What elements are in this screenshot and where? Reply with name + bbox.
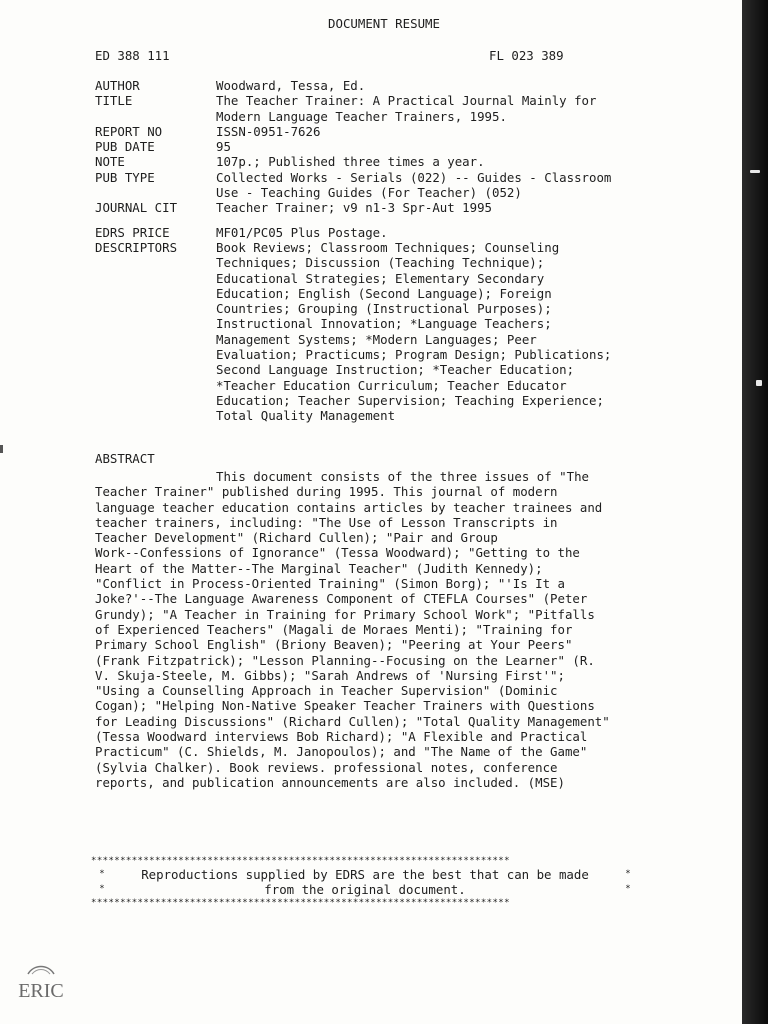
field-label: PUB DATE — [95, 139, 155, 155]
field-label: NOTE — [95, 154, 125, 170]
asterisk-icon: * — [625, 884, 631, 894]
scan-margin-mark — [0, 445, 3, 453]
field-pub-type — [95, 170, 655, 201]
notice-border-bottom: ************************************************************************ — [91, 898, 510, 908]
notice-border-top: ************************************************************************ — [91, 856, 510, 866]
ed-number: ED 388 111 — [95, 48, 170, 63]
scan-speck — [756, 380, 762, 386]
metadata-fields — [95, 78, 655, 424]
field-title — [95, 93, 655, 124]
field-author — [95, 78, 655, 93]
abstract-text: This document consists of the three issues of "The Teacher Trainer" published during 1995. This journal of modern language teacher education contains articles by teacher trainees and teacher trainers, including: "The Use of Lesson Transcripts in Teacher Development" (Richard Cullen); "Pair and Group Work--Confessions of Ignorance" (Tessa Woodward); "Getting to the Heart of the Matter--The Marginal Teacher" (Judith Kennedy); "Conflict in Process-Oriented Training" (Simon Borg); "'Is It a Joke?'--The Language Awareness Component of CTEFLA Courses" (Peter Grundy); "A Teacher in Training for Primary School Work"; "Pitfalls of Experienced Teachers" (Magali de Moraes Menti); "Training for Primary School English" (Briony Beaven); "Peering at Your Peers" (Frank Fitzpatrick); "Lesson Planning--Focusing on the Learner" (R. V. Skuja-Steele, M. Gibbs); "Sarah Andrews of 'Nursing First'"; "Using a Counselling Approach in Teacher Supervision" (Dominic Cogan); "Helping Non-Native Speaker Teacher Trainers with Questions for Leading Discussions" (Richard Cullen); "Total Quality Management" (Tessa Woodward interviews Bob Richard); "A Flexible and Practical Practicum" (C. Shields, M. Janopoulos); and "The Name of the Game" (Sylvia Chalker). Book reviews. professional notes, conference reports, and publication announcements are also included. (MSE) — [95, 469, 610, 790]
document-title: DOCUMENT RESUME — [328, 16, 440, 31]
abstract-label: ABSTRACT — [95, 451, 155, 466]
field-label: DESCRIPTORS — [95, 239, 178, 255]
field-value: Woodward, Tessa, Ed. — [216, 78, 366, 93]
field-report-no — [95, 124, 655, 139]
field-label: PUB TYPE — [95, 169, 155, 185]
field-value: ISSN-0951-7626 — [216, 123, 321, 139]
field-value: MF01/PC05 Plus Postage. — [216, 224, 388, 240]
notice-line — [91, 882, 639, 897]
notice-text: from the original document. — [264, 882, 466, 897]
field-value: The Teacher Trainer: A Practical Journal Mainly for Modern Language Teacher Trainers, 1995. — [216, 93, 597, 124]
field-label: EDRS PRICE — [95, 224, 170, 240]
fl-number: FL 023 389 — [489, 48, 564, 63]
asterisk-icon: * — [99, 884, 105, 894]
field-spacer — [95, 216, 655, 225]
eric-logo-text: ERIC — [18, 980, 64, 1002]
field-label: REPORT NO — [95, 123, 163, 139]
field-value: Collected Works - Serials (022) -- Guides - Classroom Use - Teaching Guides (For Teacher) (052) — [216, 169, 612, 201]
notice-text: Reproductions supplied by EDRS are the best that can be made — [141, 867, 589, 882]
scan-edge-shadow — [742, 0, 768, 1024]
field-value: 95 — [216, 139, 231, 155]
eric-logo-icon — [14, 962, 68, 1008]
field-edrs-price — [95, 225, 655, 240]
scan-speck — [750, 170, 760, 173]
field-label: AUTHOR — [95, 78, 140, 93]
field-descriptors — [95, 240, 655, 424]
notice-line — [91, 867, 639, 882]
field-label: JOURNAL CIT — [95, 200, 178, 216]
asterisk-icon: * — [99, 869, 105, 879]
field-value: Book Reviews; Classroom Techniques; Counseling Techniques; Discussion (Teaching Technique); Educational Strategies; Elementary Secondary Education; English (Second Language); Foreign Countries; Grouping (Instructional Purposes); Instructional Innovation; *Language Teachers; Management Systems; *Modern Languages; Peer Evaluation; Practicums; Program Design; Publications; Second Language Instruction; *Teacher Education; *Teacher Education Curriculum; Teacher Educator Education; Teacher Supervision; Teaching Experience; Total Quality Management — [216, 239, 612, 424]
field-value: 107p.; Published three times a year. — [216, 154, 485, 170]
field-note — [95, 154, 655, 169]
reproduction-notice — [91, 855, 639, 909]
asterisk-icon: * — [625, 869, 631, 879]
field-journal-cit — [95, 200, 655, 215]
field-pub-date — [95, 139, 655, 154]
field-value: Teacher Trainer; v9 n1-3 Spr-Aut 1995 — [216, 200, 493, 216]
field-label: TITLE — [95, 93, 133, 109]
